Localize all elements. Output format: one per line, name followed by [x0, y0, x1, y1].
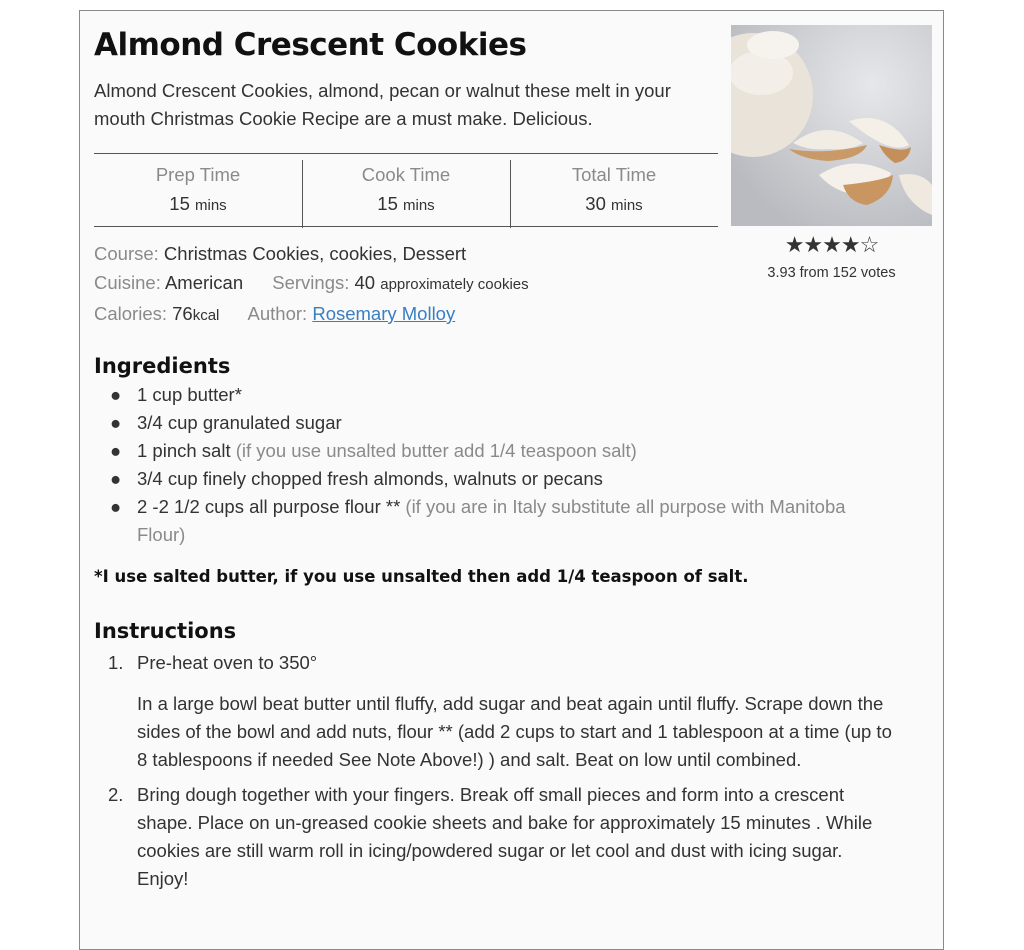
course-value: Christmas Cookies, cookies, Dessert [163, 243, 467, 264]
bullet: ● [110, 496, 122, 517]
ingredients-list [94, 381, 874, 549]
instructions-list [94, 649, 894, 893]
ingredient-item [94, 381, 874, 409]
total-time-label: Total Time [571, 164, 657, 185]
recipe-meta [94, 239, 529, 330]
ingredient-text: 1 cup butter* [137, 384, 242, 405]
step-text: Bring dough together with your fingers. Break off small pieces and form into a crescent shape. Place on un-greased cookie sheets and bake for approximately 15 minutes . While cookies are still warm roll in icing/powdered sugar or let cool and dust with icing sugar. Enjoy! [137, 784, 873, 889]
calories-unit: kcal [192, 307, 220, 324]
author-link[interactable]: Rosemary Molloy [312, 303, 456, 324]
cook-time-unit: mins [403, 197, 435, 214]
step-text-detail: In a large bowl beat butter until fluffy, add sugar and beat again until fluffy. Scrape down the sides of the bowl and add nuts, flour ** (add 2 cups to start and 1 tablespoon at a time (up to 8 tablespoons if needed See Note Above!) ) and salt. Beat on low until combined. [137, 693, 892, 770]
total-time-value: 30 [585, 193, 606, 214]
prep-time-label: Prep Time [155, 164, 241, 185]
calories-row [94, 299, 529, 330]
ingredient-item [94, 409, 874, 437]
bullet: ● [110, 440, 122, 461]
bullet: ● [110, 412, 122, 433]
rating-votes: 3.93 from 152 votes [767, 265, 896, 281]
rating-stars[interactable]: ★★★★☆ [784, 232, 879, 257]
cook-time-label: Cook Time [361, 164, 451, 185]
ingredients-heading: Ingredients [94, 354, 231, 378]
recipe-summary: Almond Crescent Cookies, almond, pecan or walnut these melt in your mouth Christmas Cookie Recipe are a must make. Delicious. [94, 80, 671, 129]
cook-time [302, 154, 510, 226]
ingredient-text: 3/4 cup finely chopped fresh almonds, walnuts or pecans [137, 468, 603, 489]
total-time [510, 154, 718, 226]
recipe-photo [731, 25, 932, 226]
step-number: 1. [108, 652, 124, 673]
calories-value: 76 [172, 303, 193, 324]
bullet: ● [110, 468, 122, 489]
instruction-step [94, 649, 894, 774]
prep-time-value: 15 [169, 193, 190, 214]
cookies-photo-illustration [731, 25, 932, 226]
servings-label: Servings: [272, 272, 350, 293]
ingredient-text: 3/4 cup granulated sugar [137, 412, 342, 433]
ingredient-note: (if you are in Italy substitute all purpose with Manitoba Flour) [137, 496, 846, 545]
ingredient-item [94, 437, 874, 465]
ingredient-note: (if you use unsalted butter add 1/4 teaspoon salt) [235, 440, 637, 461]
course-label: Course: [94, 243, 159, 264]
recipe-times [94, 153, 718, 227]
cuisine-label: Cuisine: [94, 272, 161, 293]
instructions-heading: Instructions [94, 619, 237, 643]
ingredient-item [94, 493, 874, 549]
calories-label: Calories: [94, 303, 167, 324]
recipe-card [79, 10, 944, 950]
author-label: Author: [247, 303, 308, 324]
total-time-unit: mins [611, 197, 643, 214]
course-row [94, 239, 529, 268]
step-number: 2. [108, 784, 124, 805]
instruction-step [94, 781, 894, 893]
prep-time [94, 154, 302, 226]
cook-time-value: 15 [377, 193, 398, 214]
cuisine-row [94, 268, 529, 299]
ingredient-text: 2 -2 1/2 cups all purpose flour ** [137, 496, 401, 517]
bullet: ● [110, 384, 122, 405]
butter-note: *I use salted butter, if you use unsalted then add 1/4 teaspoon of salt. [94, 567, 749, 586]
servings-value: 40 [354, 272, 376, 293]
servings-unit: approximately cookies [380, 276, 529, 293]
ingredient-text: 1 pinch salt [137, 440, 231, 461]
step-text: Pre-heat oven to 350° [137, 652, 318, 673]
cuisine-value: American [164, 272, 244, 293]
recipe-title: Almond Crescent Cookies [94, 27, 527, 63]
prep-time-unit: mins [195, 197, 227, 214]
ingredient-item [94, 465, 874, 493]
